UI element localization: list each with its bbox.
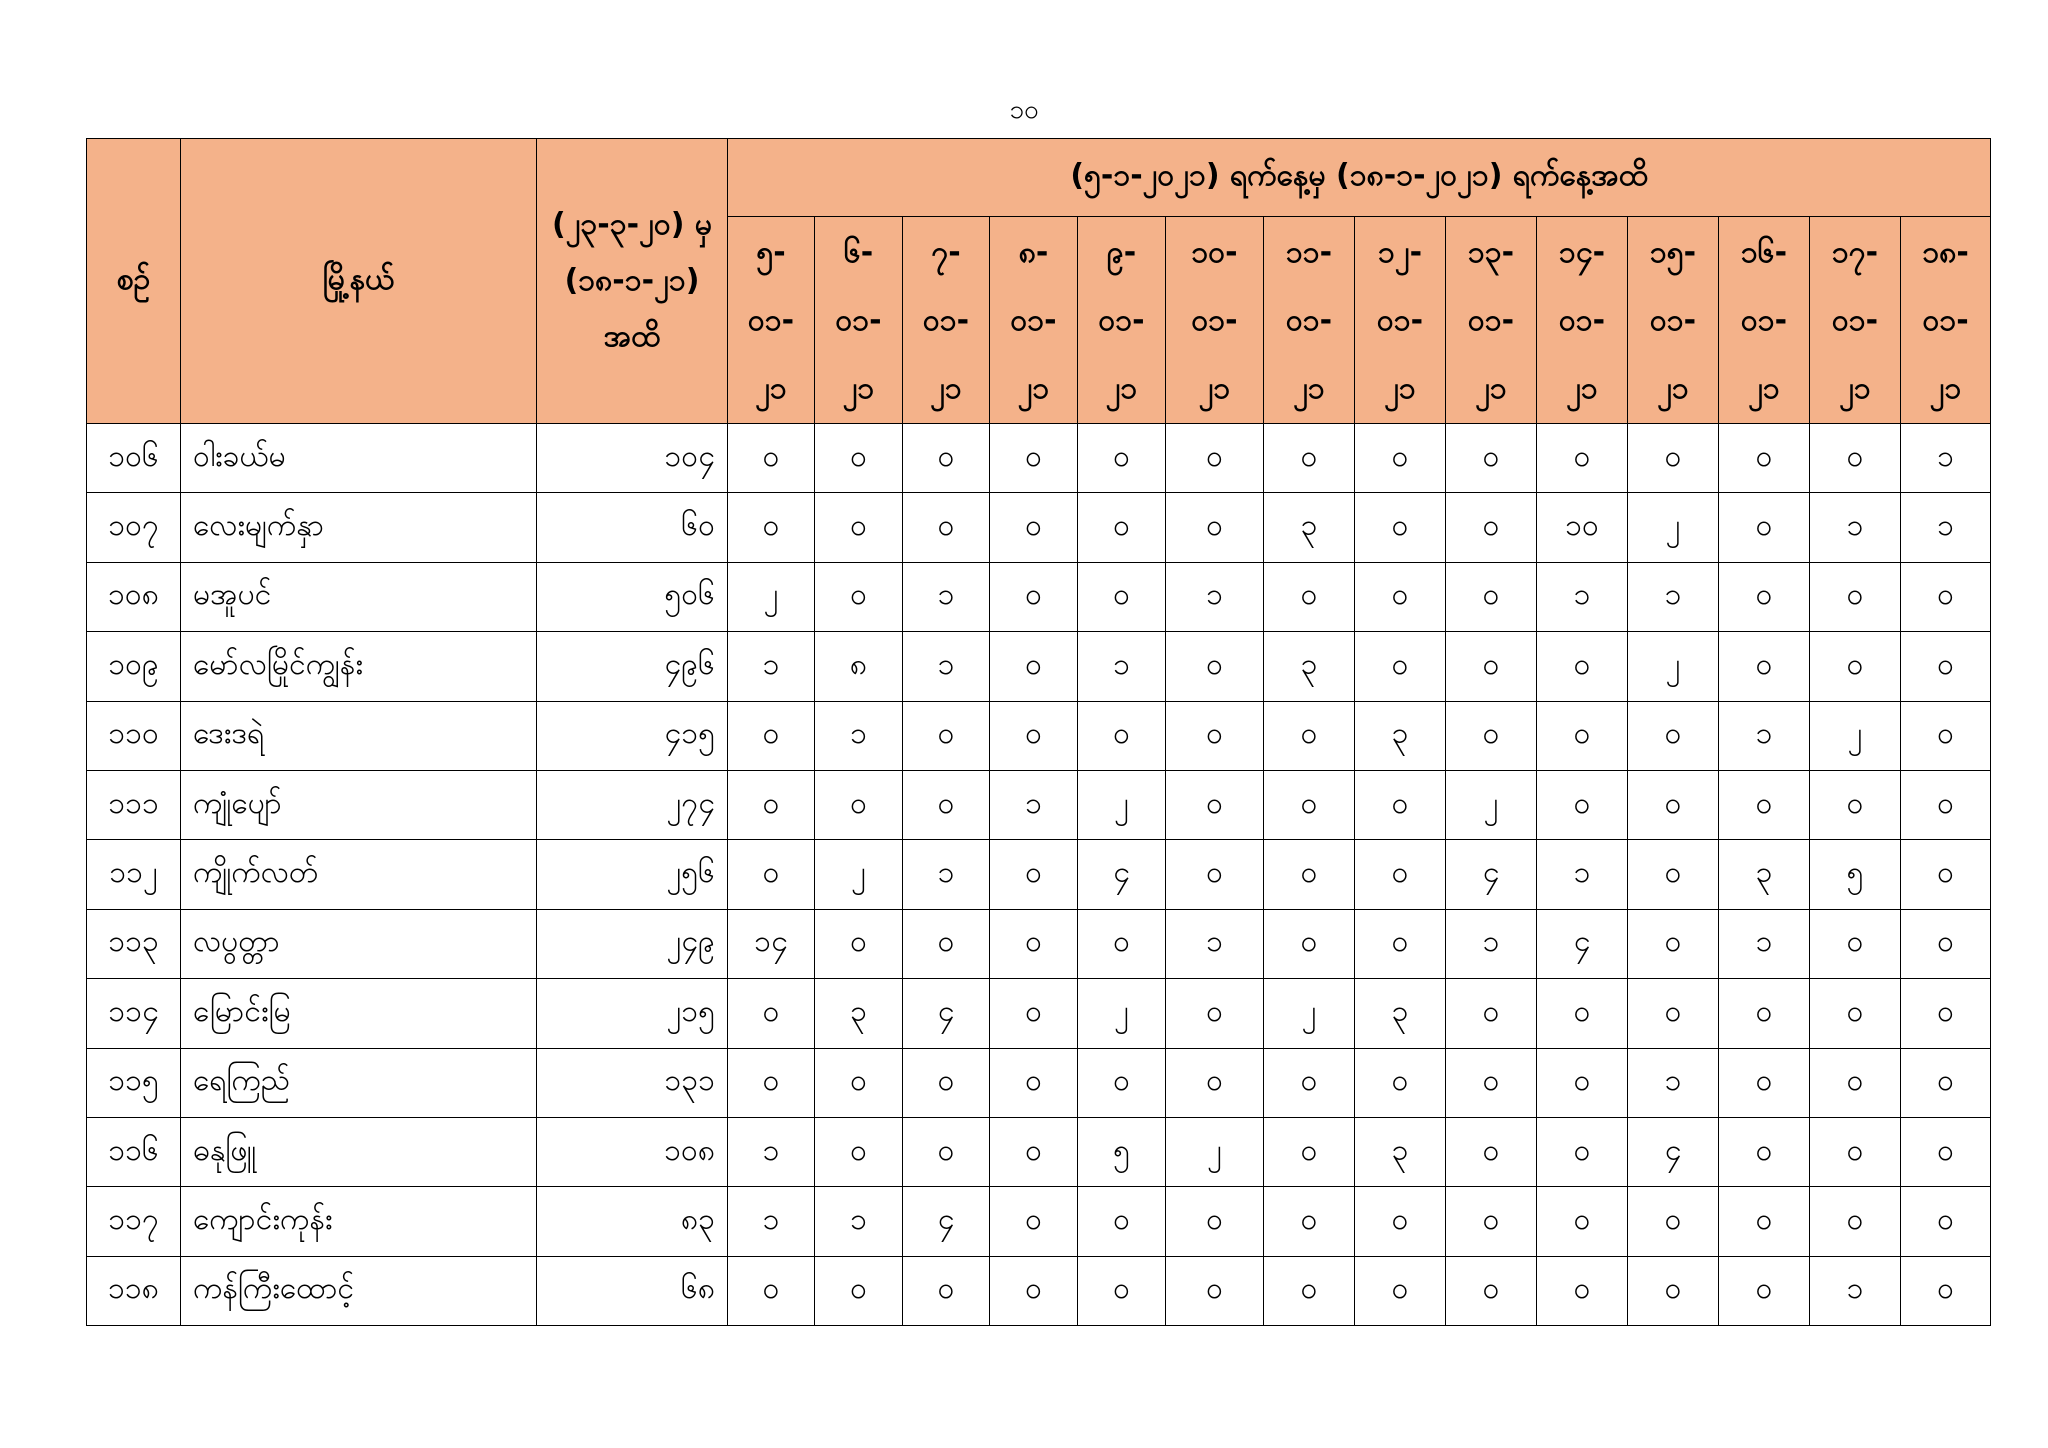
row-township: မော်လမြိုင်ကျွန်း bbox=[181, 632, 537, 701]
row-daily-count: ၀ bbox=[1810, 1048, 1901, 1117]
row-daily-count: ၀ bbox=[1264, 909, 1355, 978]
row-daily-count: ၀ bbox=[1628, 770, 1719, 839]
header-date bbox=[815, 217, 903, 424]
header-date bbox=[990, 217, 1078, 424]
row-daily-count: ၀ bbox=[1719, 493, 1810, 562]
row-daily-count: ၀ bbox=[728, 840, 815, 909]
row-daily-count: ၀ bbox=[990, 493, 1078, 562]
row-daily-count: ၀ bbox=[1901, 840, 1991, 909]
header-date bbox=[1078, 217, 1166, 424]
header-date-part: ၁၂- bbox=[1377, 235, 1423, 270]
row-daily-count: ၀ bbox=[1810, 1187, 1901, 1256]
row-serial: ၁၁၃ bbox=[87, 909, 181, 978]
row-daily-count: ၀ bbox=[903, 1048, 990, 1117]
row-daily-count: ၀ bbox=[1446, 701, 1537, 770]
header-date-part: ၂၁ bbox=[1566, 371, 1598, 406]
row-daily-count: ၀ bbox=[1078, 1048, 1166, 1117]
row-daily-count: ၀ bbox=[1446, 562, 1537, 631]
row-total: ၁၀၈ bbox=[537, 1117, 728, 1186]
header-date-part: ၂၁ bbox=[1017, 371, 1050, 406]
row-daily-count: ၀ bbox=[1078, 493, 1166, 562]
row-daily-count: ၀ bbox=[990, 424, 1078, 493]
row-daily-count: ၀ bbox=[990, 979, 1078, 1048]
row-daily-count: ၀ bbox=[1901, 1256, 1991, 1325]
row-township: ဝါးခယ်မ bbox=[181, 424, 537, 493]
row-daily-count: ၀ bbox=[1810, 909, 1901, 978]
row-daily-count: ၃ bbox=[1264, 493, 1355, 562]
header-date-part: ၁၀- bbox=[1191, 235, 1238, 270]
row-township: မြောင်းမြ bbox=[181, 979, 537, 1048]
row-township: ကျောင်းကုန်း bbox=[181, 1187, 537, 1256]
row-daily-count: ၁ bbox=[1166, 562, 1264, 631]
row-daily-count: ၀ bbox=[1355, 1256, 1446, 1325]
table-row bbox=[87, 840, 1991, 909]
row-daily-count: ၀ bbox=[1264, 1187, 1355, 1256]
header-period: (၅-၁-၂၀၂၁) ရက်နေ့မှ (၁၈-၁-၂၀၂၁) ရက်နေ့အထိ bbox=[728, 139, 1991, 217]
row-township: ကန်ကြီးထောင့် bbox=[181, 1256, 537, 1325]
header-date-part: ၇- bbox=[931, 235, 961, 270]
table-row bbox=[87, 632, 1991, 701]
row-total: ၆၈ bbox=[537, 1256, 728, 1325]
row-daily-count: ၀ bbox=[903, 424, 990, 493]
row-daily-count: ၁ bbox=[728, 1187, 815, 1256]
row-serial: ၁၀၉ bbox=[87, 632, 181, 701]
row-daily-count: ၀ bbox=[1628, 979, 1719, 1048]
row-daily-count: ၀ bbox=[815, 562, 903, 631]
header-date-part: ၂၁ bbox=[1839, 371, 1871, 406]
row-daily-count: ၀ bbox=[728, 770, 815, 839]
header-date-part: ၂၁ bbox=[1384, 371, 1416, 406]
header-date-part: ၂၁ bbox=[1929, 371, 1962, 406]
row-daily-count: ၁ bbox=[1628, 1048, 1719, 1117]
row-daily-count: ၀ bbox=[1446, 1117, 1537, 1186]
row-daily-count: ၁ bbox=[903, 562, 990, 631]
header-date-part: ၂၁ bbox=[755, 371, 787, 406]
row-daily-count: ၀ bbox=[1901, 562, 1991, 631]
row-daily-count: ၀ bbox=[815, 909, 903, 978]
row-daily-count: ၂ bbox=[1166, 1117, 1264, 1186]
header-date-part: ၁၄- bbox=[1558, 235, 1606, 270]
row-daily-count: ၄ bbox=[903, 1187, 990, 1256]
row-township: ကျိုက်လတ် bbox=[181, 840, 537, 909]
row-daily-count: ၀ bbox=[1078, 909, 1166, 978]
row-total: ၂၅၆ bbox=[537, 840, 728, 909]
row-daily-count: ၀ bbox=[1355, 493, 1446, 562]
row-daily-count: ၀ bbox=[1446, 1187, 1537, 1256]
row-total: ၈၃ bbox=[537, 1187, 728, 1256]
row-daily-count: ၀ bbox=[1719, 424, 1810, 493]
table-body bbox=[87, 424, 1991, 1326]
row-daily-count: ၂ bbox=[815, 840, 903, 909]
row-daily-count: ၀ bbox=[815, 1256, 903, 1325]
row-daily-count: ၁ bbox=[1901, 493, 1991, 562]
header-date-part: ၂၁ bbox=[930, 371, 962, 406]
row-total: ၅၀၆ bbox=[537, 562, 728, 631]
row-daily-count: ၀ bbox=[1901, 1117, 1991, 1186]
header-date-part: ၀၁- bbox=[1831, 303, 1879, 338]
row-daily-count: ၀ bbox=[1537, 632, 1628, 701]
row-daily-count: ၀ bbox=[1078, 424, 1166, 493]
row-daily-count: ၂ bbox=[728, 562, 815, 631]
row-daily-count: ၀ bbox=[990, 1117, 1078, 1186]
row-daily-count: ၀ bbox=[990, 701, 1078, 770]
header-date-part: ၈- bbox=[1018, 235, 1049, 270]
row-daily-count: ၀ bbox=[1810, 979, 1901, 1048]
table-row bbox=[87, 701, 1991, 770]
row-township: လပွတ္တာ bbox=[181, 909, 537, 978]
row-daily-count: ၀ bbox=[1166, 1256, 1264, 1325]
row-daily-count: ၀ bbox=[1166, 770, 1264, 839]
row-daily-count: ၀ bbox=[990, 1048, 1078, 1117]
row-daily-count: ၀ bbox=[1166, 424, 1264, 493]
table-row bbox=[87, 979, 1991, 1048]
row-daily-count: ၁ bbox=[1537, 840, 1628, 909]
row-daily-count: ၀ bbox=[903, 493, 990, 562]
row-total: ၁၃၁ bbox=[537, 1048, 728, 1117]
row-serial: ၁၁၄ bbox=[87, 979, 181, 1048]
header-date-part: ၂၁ bbox=[1475, 371, 1507, 406]
row-daily-count: ၁ bbox=[1810, 1256, 1901, 1325]
row-daily-count: ၁ bbox=[815, 1187, 903, 1256]
row-daily-count: ၀ bbox=[1078, 701, 1166, 770]
header-date-part: ၀၁- bbox=[1376, 303, 1424, 338]
row-serial: ၁၁၈ bbox=[87, 1256, 181, 1325]
row-daily-count: ၀ bbox=[990, 1256, 1078, 1325]
row-daily-count: ၂ bbox=[1078, 770, 1166, 839]
row-daily-count: ၀ bbox=[1537, 1187, 1628, 1256]
row-serial: ၁၁၆ bbox=[87, 1117, 181, 1186]
row-daily-count: ၁ bbox=[1901, 424, 1991, 493]
row-daily-count: ၀ bbox=[1628, 1187, 1719, 1256]
row-daily-count: ၂ bbox=[1810, 701, 1901, 770]
header-date-part: ၀၁- bbox=[1922, 303, 1969, 338]
row-daily-count: ၀ bbox=[1628, 1256, 1719, 1325]
header-date-part: ၀၁- bbox=[1285, 303, 1333, 338]
row-daily-count: ၁ bbox=[1078, 632, 1166, 701]
row-daily-count: ၀ bbox=[990, 840, 1078, 909]
header-date-part: ၂၁ bbox=[1198, 371, 1231, 406]
row-daily-count: ၂ bbox=[1628, 493, 1719, 562]
row-daily-count: ၀ bbox=[728, 1256, 815, 1325]
row-daily-count: ၀ bbox=[1537, 1256, 1628, 1325]
header-date-part: ၀၁- bbox=[1191, 303, 1238, 338]
row-daily-count: ၀ bbox=[1166, 632, 1264, 701]
row-daily-count: ၀ bbox=[1264, 562, 1355, 631]
header-cumulative: (၂၃-၃-၂၀) မှ (၁၈-၁-၂၁) အထိ bbox=[537, 139, 728, 424]
row-total: ၁၀၄ bbox=[537, 424, 728, 493]
row-daily-count: ၀ bbox=[1719, 979, 1810, 1048]
header-date bbox=[903, 217, 990, 424]
header-date-part: ၂၁ bbox=[1657, 371, 1689, 406]
row-daily-count: ၀ bbox=[990, 562, 1078, 631]
row-total: ၄၁၅ bbox=[537, 701, 728, 770]
row-daily-count: ၀ bbox=[728, 701, 815, 770]
row-daily-count: ၁ bbox=[1446, 909, 1537, 978]
row-daily-count: ၀ bbox=[1446, 1256, 1537, 1325]
row-township: ရေကြည် bbox=[181, 1048, 537, 1117]
header-date bbox=[1810, 217, 1901, 424]
row-daily-count: ၀ bbox=[1264, 1117, 1355, 1186]
row-daily-count: ၁ bbox=[815, 701, 903, 770]
row-daily-count: ၁ bbox=[728, 632, 815, 701]
row-daily-count: ၀ bbox=[1719, 1256, 1810, 1325]
row-township: လေးမျက်နှာ bbox=[181, 493, 537, 562]
table-row bbox=[87, 1187, 1991, 1256]
row-daily-count: ၀ bbox=[728, 424, 815, 493]
row-daily-count: ၀ bbox=[903, 701, 990, 770]
table-row bbox=[87, 770, 1991, 839]
row-daily-count: ၄ bbox=[1078, 840, 1166, 909]
row-serial: ၁၀၇ bbox=[87, 493, 181, 562]
row-daily-count: ၀ bbox=[903, 909, 990, 978]
header-date-part: ၀၁- bbox=[1558, 303, 1606, 338]
row-daily-count: ၀ bbox=[1166, 979, 1264, 1048]
row-daily-count: ၀ bbox=[1264, 701, 1355, 770]
row-total: ၂၁၅ bbox=[537, 979, 728, 1048]
row-daily-count: ၀ bbox=[990, 632, 1078, 701]
row-daily-count: ၀ bbox=[1355, 909, 1446, 978]
header-date-part: ၂၁ bbox=[1748, 371, 1780, 406]
row-daily-count: ၂ bbox=[1446, 770, 1537, 839]
header-date-part: ၀၁- bbox=[1740, 303, 1788, 338]
row-daily-count: ၀ bbox=[1166, 1048, 1264, 1117]
row-daily-count: ၀ bbox=[815, 424, 903, 493]
row-total: ၂၄၉ bbox=[537, 909, 728, 978]
row-daily-count: ၃ bbox=[1719, 840, 1810, 909]
row-daily-count: ၂ bbox=[1078, 979, 1166, 1048]
header-date-part: ၆- bbox=[843, 235, 874, 270]
row-daily-count: ၁ bbox=[903, 840, 990, 909]
row-daily-count: ၃ bbox=[1355, 1117, 1446, 1186]
row-daily-count: ၀ bbox=[1355, 1048, 1446, 1117]
table-row bbox=[87, 909, 1991, 978]
row-daily-count: ၃ bbox=[815, 979, 903, 1048]
header-date-part: ၀၁- bbox=[747, 303, 795, 338]
row-daily-count: ၀ bbox=[1537, 701, 1628, 770]
row-daily-count: ၀ bbox=[815, 1117, 903, 1186]
table-row bbox=[87, 493, 1991, 562]
row-daily-count: ၀ bbox=[1719, 770, 1810, 839]
row-daily-count: ၀ bbox=[990, 909, 1078, 978]
header-date-part: ၂၁ bbox=[1105, 371, 1138, 406]
table-row bbox=[87, 1256, 1991, 1325]
row-daily-count: ၀ bbox=[990, 1187, 1078, 1256]
row-daily-count: ၀ bbox=[1901, 909, 1991, 978]
row-daily-count: ၁ bbox=[1537, 562, 1628, 631]
row-daily-count: ၄ bbox=[1446, 840, 1537, 909]
row-daily-count: ၁ bbox=[1810, 493, 1901, 562]
row-daily-count: ၈ bbox=[815, 632, 903, 701]
row-daily-count: ၀ bbox=[903, 1256, 990, 1325]
table-header bbox=[87, 139, 1991, 424]
row-serial: ၁၁၀ bbox=[87, 701, 181, 770]
row-daily-count: ၀ bbox=[1166, 493, 1264, 562]
row-daily-count: ၀ bbox=[1628, 701, 1719, 770]
row-total: ၄၉၆ bbox=[537, 632, 728, 701]
row-serial: ၁၀၈ bbox=[87, 562, 181, 631]
row-daily-count: ၀ bbox=[815, 493, 903, 562]
row-daily-count: ၁ bbox=[903, 632, 990, 701]
cases-table bbox=[86, 138, 1991, 1326]
row-daily-count: ၀ bbox=[1628, 840, 1719, 909]
row-daily-count: ၀ bbox=[1446, 493, 1537, 562]
row-daily-count: ၁ bbox=[1719, 909, 1810, 978]
row-daily-count: ၀ bbox=[1719, 1117, 1810, 1186]
row-serial: ၁၁၁ bbox=[87, 770, 181, 839]
header-date-part: ၀၁- bbox=[1098, 303, 1145, 338]
header-date-part: ၀၁- bbox=[835, 303, 882, 338]
row-daily-count: ၀ bbox=[1628, 424, 1719, 493]
header-date-part: ၂၁ bbox=[1293, 371, 1325, 406]
header-township: မြို့နယ် bbox=[181, 139, 537, 424]
row-daily-count: ၀ bbox=[815, 1048, 903, 1117]
row-daily-count: ၀ bbox=[1355, 840, 1446, 909]
row-daily-count: ၀ bbox=[1264, 1256, 1355, 1325]
header-date-part: ၁၈- bbox=[1922, 235, 1969, 270]
row-daily-count: ၀ bbox=[1446, 979, 1537, 1048]
header-date-part: ၉- bbox=[1106, 235, 1137, 270]
header-date-part: ၂၁ bbox=[842, 371, 875, 406]
row-daily-count: ၁ bbox=[990, 770, 1078, 839]
header-date-part: ၁၁- bbox=[1285, 235, 1333, 270]
row-daily-count: ၀ bbox=[1537, 770, 1628, 839]
row-daily-count: ၀ bbox=[728, 493, 815, 562]
row-daily-count: ၁ bbox=[1628, 562, 1719, 631]
row-daily-count: ၀ bbox=[1264, 1048, 1355, 1117]
row-daily-count: ၀ bbox=[1166, 840, 1264, 909]
header-date bbox=[1166, 217, 1264, 424]
header-date-part: ၀၁- bbox=[922, 303, 970, 338]
header-date bbox=[1628, 217, 1719, 424]
row-daily-count: ၀ bbox=[1355, 424, 1446, 493]
row-daily-count: ၀ bbox=[1446, 1048, 1537, 1117]
header-date bbox=[1355, 217, 1446, 424]
row-daily-count: ၀ bbox=[1264, 424, 1355, 493]
row-daily-count: ၀ bbox=[903, 770, 990, 839]
row-township: ကျုံပျော် bbox=[181, 770, 537, 839]
row-daily-count: ၀ bbox=[1355, 632, 1446, 701]
row-daily-count: ၀ bbox=[1901, 701, 1991, 770]
header-date-part: ၅- bbox=[756, 235, 786, 270]
row-daily-count: ၁ bbox=[728, 1117, 815, 1186]
row-daily-count: ၀ bbox=[1901, 632, 1991, 701]
row-daily-count: ၀ bbox=[728, 1048, 815, 1117]
table-row bbox=[87, 424, 1991, 493]
row-daily-count: ၀ bbox=[1810, 424, 1901, 493]
row-daily-count: ၀ bbox=[1628, 909, 1719, 978]
row-daily-count: ၂ bbox=[1264, 979, 1355, 1048]
table-row bbox=[87, 562, 1991, 631]
row-daily-count: ၀ bbox=[1078, 1187, 1166, 1256]
page-number: ၁၀ bbox=[1009, 95, 1039, 125]
row-total: ၂၇၄ bbox=[537, 770, 728, 839]
row-daily-count: ၀ bbox=[903, 1117, 990, 1186]
row-daily-count: ၁၀ bbox=[1537, 493, 1628, 562]
row-daily-count: ၀ bbox=[1901, 770, 1991, 839]
row-serial: ၁၁၇ bbox=[87, 1187, 181, 1256]
row-daily-count: ၀ bbox=[1446, 424, 1537, 493]
row-daily-count: ၁၄ bbox=[728, 909, 815, 978]
header-date-part: ၁၅- bbox=[1649, 235, 1697, 270]
row-daily-count: ၀ bbox=[1078, 562, 1166, 631]
row-daily-count: ၀ bbox=[1355, 770, 1446, 839]
row-daily-count: ၀ bbox=[1078, 1256, 1166, 1325]
row-daily-count: ၀ bbox=[1537, 979, 1628, 1048]
header-date-part: ၁၇- bbox=[1831, 235, 1879, 270]
header-date bbox=[1264, 217, 1355, 424]
row-daily-count: ၀ bbox=[1264, 770, 1355, 839]
row-daily-count: ၀ bbox=[1901, 1048, 1991, 1117]
row-daily-count: ၀ bbox=[1355, 1187, 1446, 1256]
row-daily-count: ၂ bbox=[1628, 632, 1719, 701]
row-daily-count: ၀ bbox=[815, 770, 903, 839]
header-serial: စဉ် bbox=[87, 139, 181, 424]
header-date-part: ၀၁- bbox=[1649, 303, 1697, 338]
row-daily-count: ၀ bbox=[1719, 1048, 1810, 1117]
row-daily-count: ၀ bbox=[1901, 1187, 1991, 1256]
header-date bbox=[1537, 217, 1628, 424]
row-daily-count: ၁ bbox=[1166, 909, 1264, 978]
row-township: မအူပင် bbox=[181, 562, 537, 631]
row-daily-count: ၀ bbox=[1166, 701, 1264, 770]
row-daily-count: ၀ bbox=[1719, 562, 1810, 631]
header-date-part: ၁၃- bbox=[1467, 235, 1515, 270]
row-daily-count: ၄ bbox=[1537, 909, 1628, 978]
row-daily-count: ၀ bbox=[1537, 424, 1628, 493]
row-daily-count: ၃ bbox=[1355, 979, 1446, 1048]
row-daily-count: ၄ bbox=[1628, 1117, 1719, 1186]
header-date bbox=[1719, 217, 1810, 424]
row-daily-count: ၀ bbox=[1537, 1117, 1628, 1186]
row-daily-count: ၅ bbox=[1810, 840, 1901, 909]
row-daily-count: ၀ bbox=[1446, 632, 1537, 701]
row-daily-count: ၁ bbox=[1719, 701, 1810, 770]
row-daily-count: ၀ bbox=[728, 979, 815, 1048]
header-date bbox=[1446, 217, 1537, 424]
row-daily-count: ၅ bbox=[1078, 1117, 1166, 1186]
row-township: ဒေးဒရဲ bbox=[181, 701, 537, 770]
row-daily-count: ၀ bbox=[1166, 1187, 1264, 1256]
row-serial: ၁၁၂ bbox=[87, 840, 181, 909]
row-daily-count: ၀ bbox=[1810, 1117, 1901, 1186]
row-daily-count: ၀ bbox=[1810, 562, 1901, 631]
table-row bbox=[87, 1048, 1991, 1117]
header-date bbox=[1901, 217, 1991, 424]
table-row bbox=[87, 1117, 1991, 1186]
header-date bbox=[728, 217, 815, 424]
row-daily-count: ၀ bbox=[1719, 1187, 1810, 1256]
row-daily-count: ၀ bbox=[1810, 632, 1901, 701]
row-total: ၆၀ bbox=[537, 493, 728, 562]
row-daily-count: ၀ bbox=[1810, 770, 1901, 839]
row-daily-count: ၀ bbox=[1719, 632, 1810, 701]
row-daily-count: ၀ bbox=[1355, 562, 1446, 631]
header-date-part: ၀၁- bbox=[1467, 303, 1515, 338]
row-township: ဓနုဖြူ bbox=[181, 1117, 537, 1186]
header-date-part: ၀၁- bbox=[1010, 303, 1057, 338]
row-daily-count: ၃ bbox=[1264, 632, 1355, 701]
row-daily-count: ၀ bbox=[1537, 1048, 1628, 1117]
row-daily-count: ၃ bbox=[1355, 701, 1446, 770]
row-daily-count: ၀ bbox=[1901, 979, 1991, 1048]
header-date-part: ၁၆- bbox=[1740, 235, 1788, 270]
row-serial: ၁၁၅ bbox=[87, 1048, 181, 1117]
row-daily-count: ၀ bbox=[1264, 840, 1355, 909]
row-serial: ၁၀၆ bbox=[87, 424, 181, 493]
row-daily-count: ၄ bbox=[903, 979, 990, 1048]
